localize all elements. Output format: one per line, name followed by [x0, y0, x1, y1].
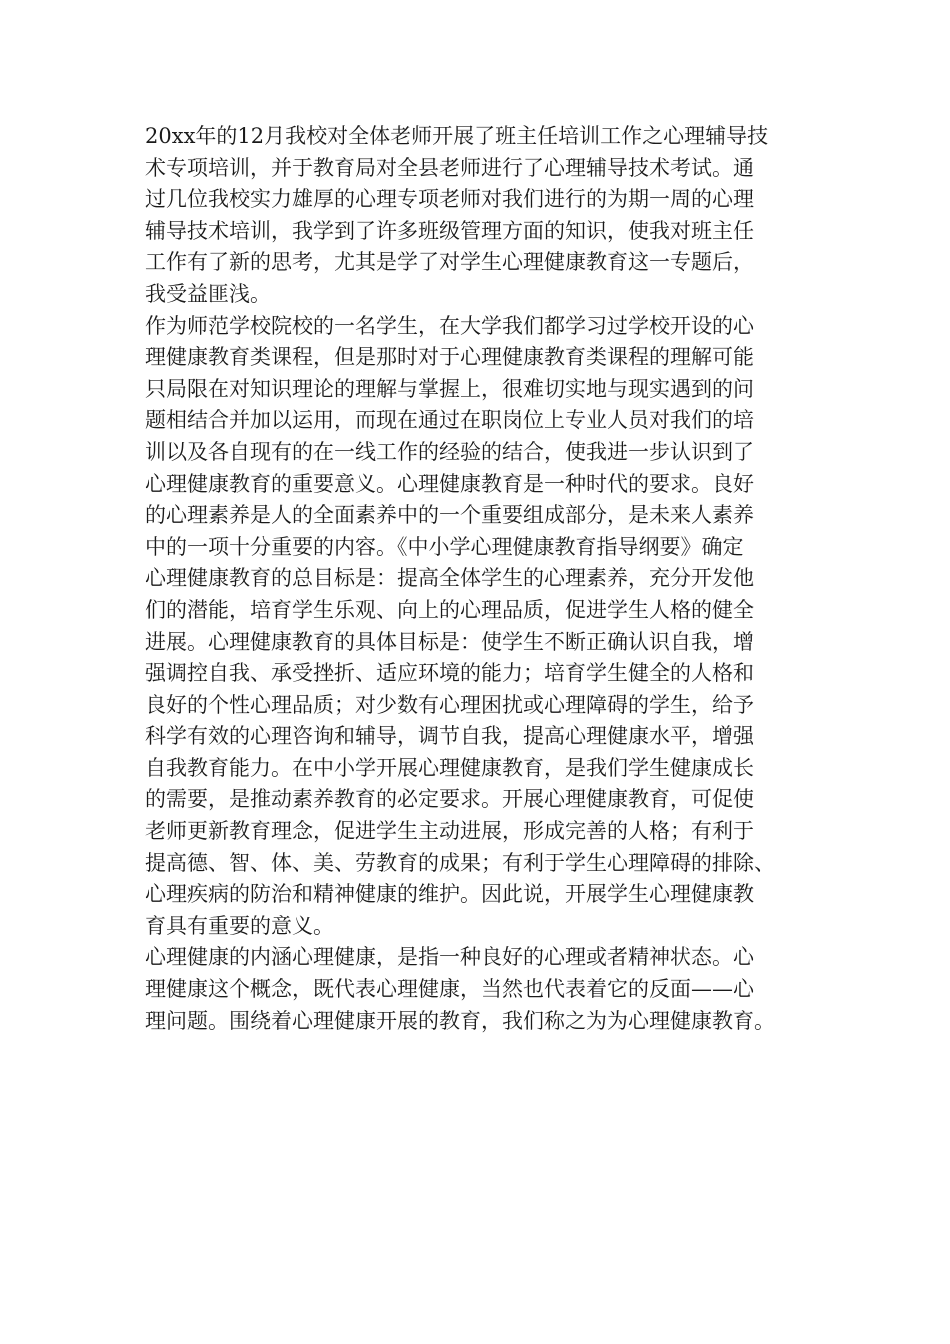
- text-line: 理健康这个概念，既代表心理健康，当然也代表着它的反面——心: [145, 977, 754, 1002]
- text-line: 20xx年的12月我校对全体老师开展了班主任培训工作之心理辅导技: [145, 124, 769, 148]
- text-line: 术专项培训，并于教育局对全县老师进行了心理辅导技术考试。通: [145, 155, 754, 180]
- text-line: 心理疾病的防治和精神健康的维护。因此说，开展学生心理健康教: [145, 882, 754, 907]
- text-line: 辅导技术培训，我学到了许多班级管理方面的知识，使我对班主任: [145, 218, 754, 243]
- text-line: 中的一项十分重要的内容。《中小学心理健康教育指导纲要》确定: [145, 534, 744, 559]
- document-body: [145, 121, 835, 1037]
- text-line: 科学有效的心理咨询和辅导，调节自我，提高心理健康水平，增强: [145, 724, 754, 749]
- text-line: 题相结合并加以运用，而现在通过在职岗位上专业人员对我们的培: [145, 408, 754, 433]
- text-line: 心理健康教育的总目标是：提高全体学生的心理素养，充分开发他: [145, 566, 754, 591]
- text-line: 工作有了新的思考，尤其是学了对学生心理健康教育这一专题后，: [145, 250, 754, 275]
- text-line: 训以及各自现有的在一线工作的经验的结合，使我进一步认识到了: [145, 439, 754, 464]
- text-line: 的需要，是推动素养教育的必定要求。开展心理健康教育，可促使: [145, 787, 754, 812]
- text-line: 自我教育能力。在中小学开展心理健康教育，是我们学生健康成长: [145, 755, 754, 780]
- text-line: 心理健康的内涵心理健康，是指一种良好的心理或者精神状态。心: [145, 945, 754, 970]
- text-line: 作为师范学校院校的一名学生，在大学我们都学习过学校开设的心: [145, 313, 754, 338]
- text-line: 强调控自我、承受挫折、适应环境的能力；培育学生健全的人格和: [145, 661, 754, 686]
- text-line: 们的潜能，培育学生乐观、向上的心理品质，促进学生人格的健全: [145, 597, 754, 622]
- text-line: 理问题。围绕着心理健康开展的教育，我们称之为为心理健康教育。: [145, 1008, 775, 1033]
- text-line: 过几位我校实力雄厚的心理专项老师对我们进行的为期一周的心理: [145, 187, 754, 212]
- text-line: 心理健康教育的重要意义。心理健康教育是一种时代的要求。良好: [145, 471, 754, 496]
- text-line: 良好的个性心理品质；对少数有心理困扰或心理障碍的学生，给予: [145, 692, 754, 717]
- text-line: 提高德、智、体、美、劳教育的成果；有利于学生心理障碍的排除、: [145, 850, 775, 875]
- text-line: 的心理素养是人的全面素养中的一个重要组成部分，是未来人素养: [145, 503, 754, 528]
- text-line: 我受益匪浅。: [145, 281, 271, 306]
- text-line: 只局限在对知识理论的理解与掌握上，很难切实地与现实遇到的问: [145, 376, 754, 401]
- text-line: 老师更新教育理念，促进学生主动进展，形成完善的人格；有利于: [145, 819, 754, 844]
- text-line: 进展。心理健康教育的具体目标是：使学生不断正确认识自我，增: [145, 629, 754, 654]
- text-line: 理健康教育类课程，但是那时对于心理健康教育类课程的理解可能: [145, 345, 754, 370]
- text-line: 育具有重要的意义。: [145, 913, 334, 938]
